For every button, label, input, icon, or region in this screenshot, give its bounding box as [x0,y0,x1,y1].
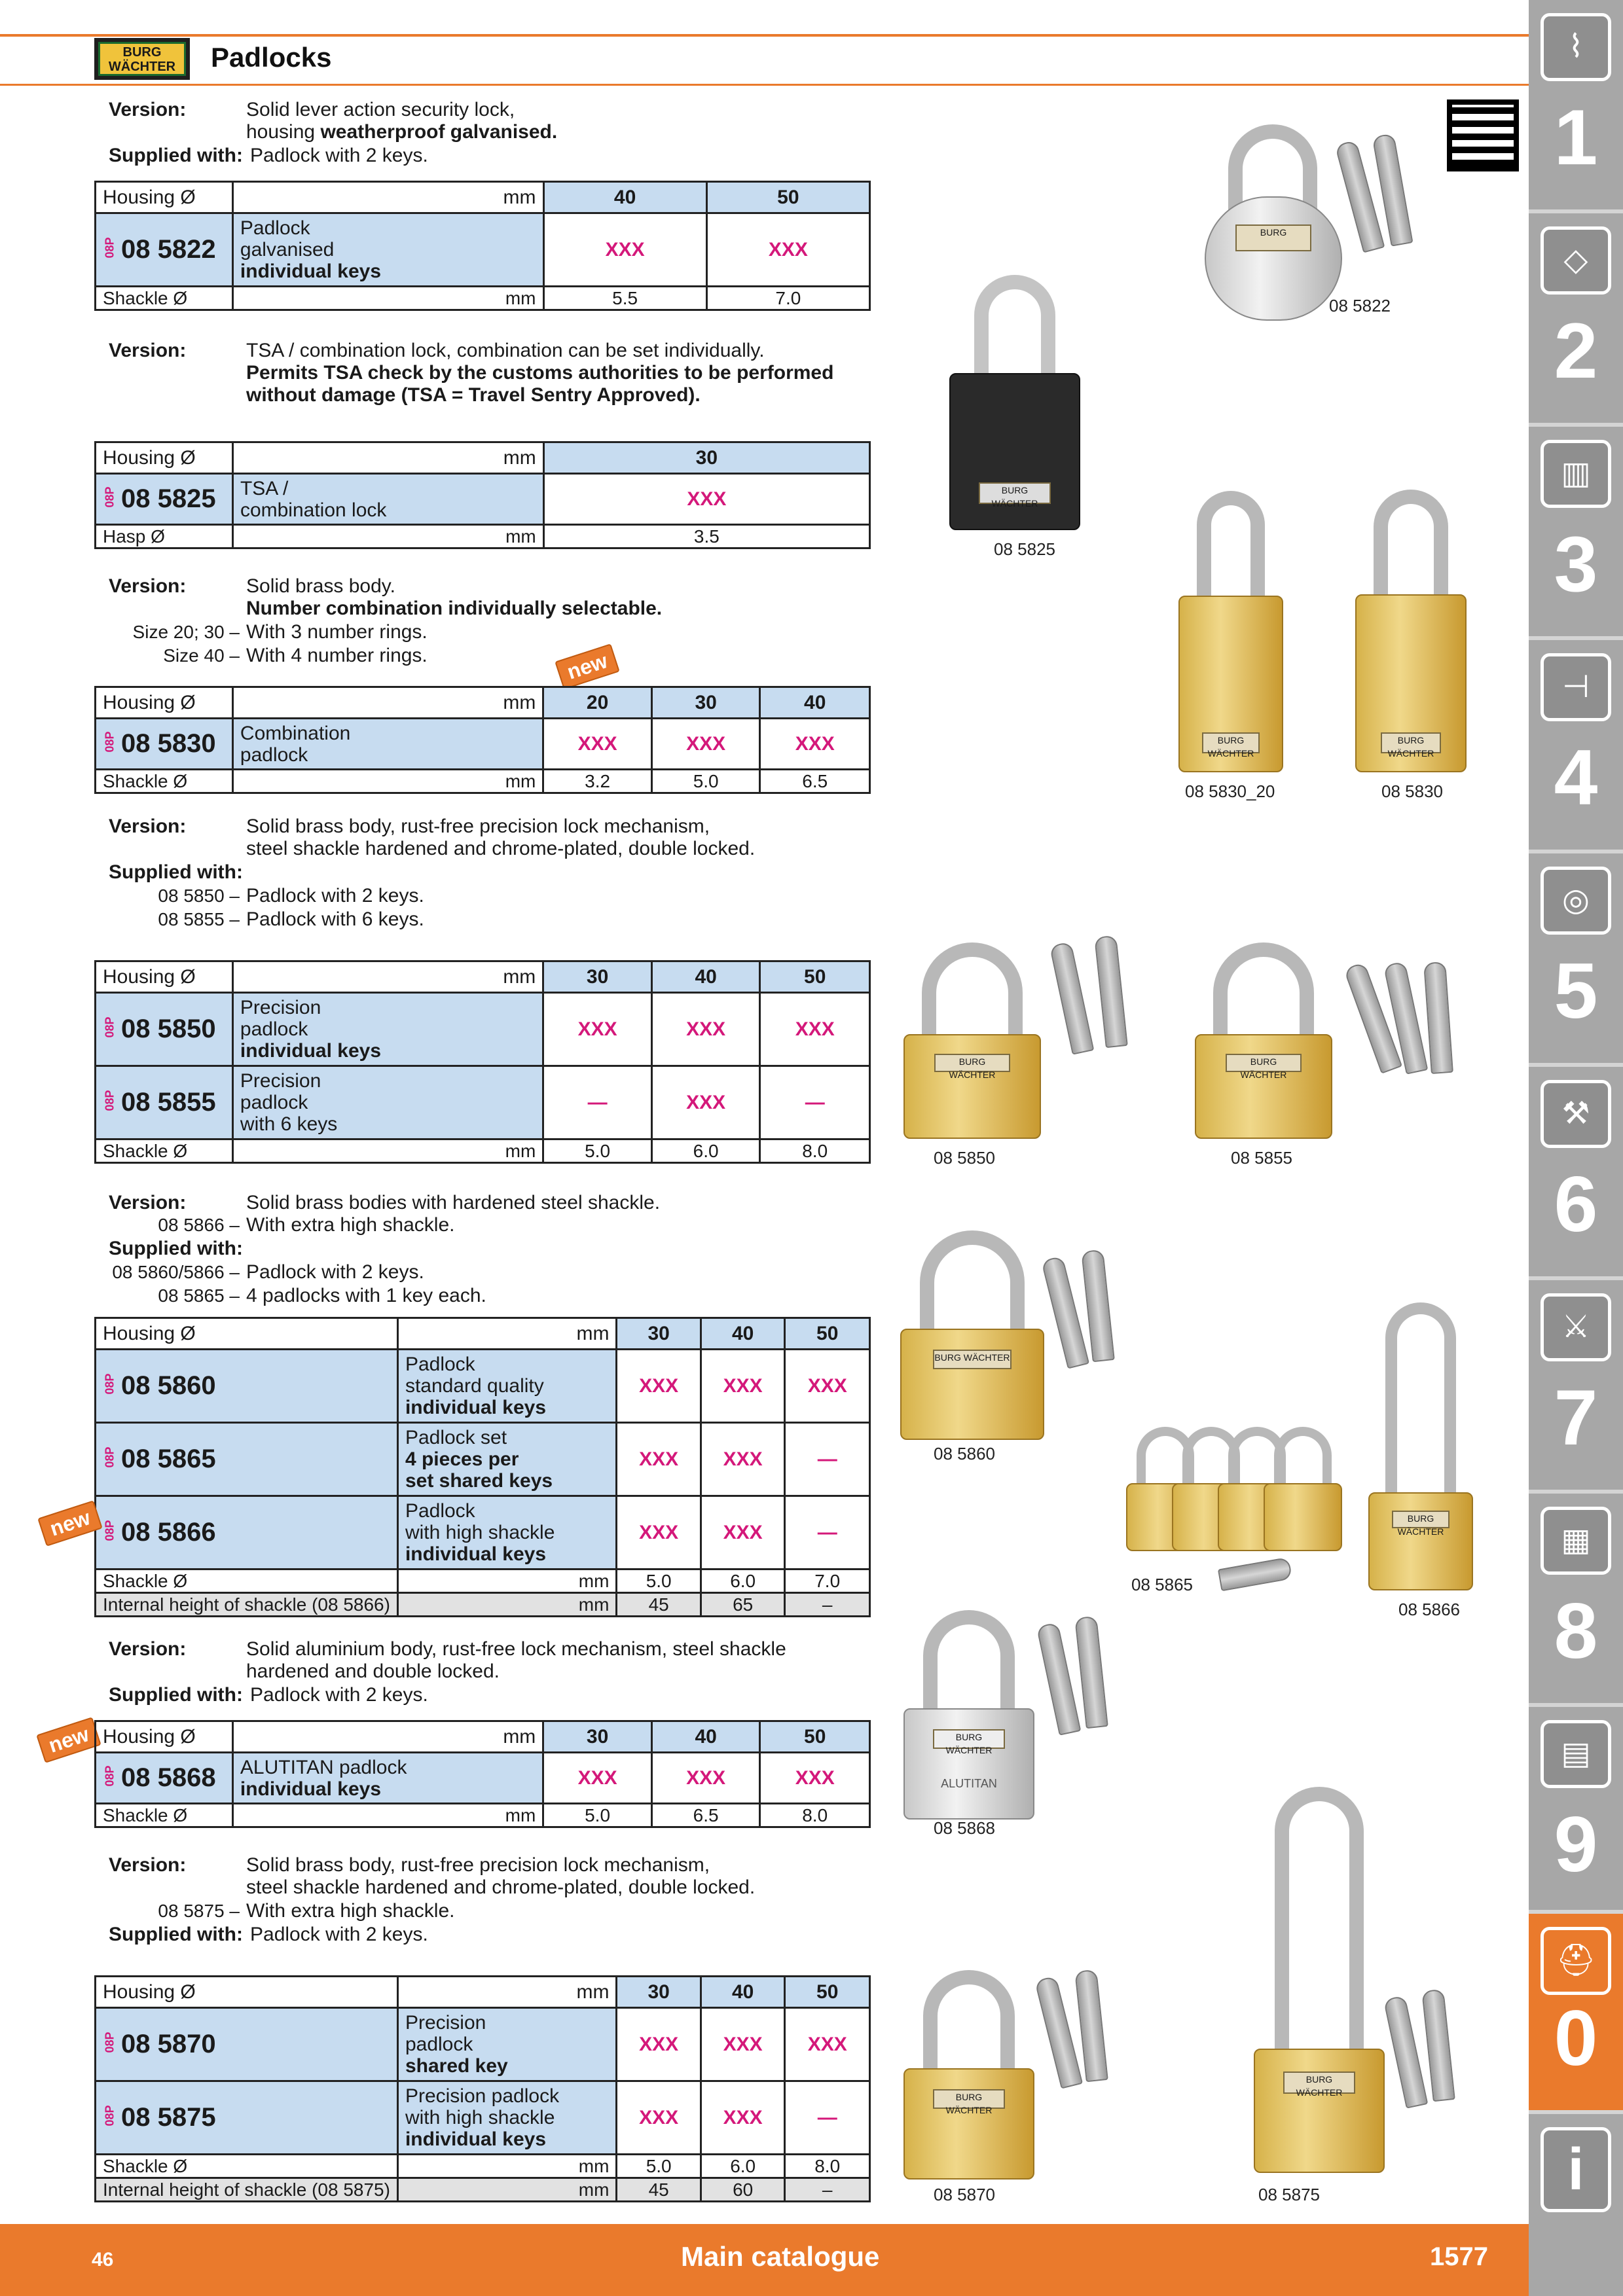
pliers-hammer-icon: ⚔ [1541,1293,1611,1361]
table-row[interactable]: 08P 08 5865 Padlock set 4 pieces per set shared keys XXX XXX — [96,1423,870,1496]
table-row[interactable]: 08P 08 5875 Precision padlock with high shackle individual keys XXX XXX — [96,2081,870,2155]
product-image-08-5870: BURG WÄCHTER [903,1970,1034,2179]
image-caption: 08 5860 [934,1444,995,1463]
key-image [1218,1557,1292,1592]
catalogue-page-number: 1577 [1430,2242,1488,2271]
image-caption: 08 5830_20 [1185,781,1275,801]
key-image [1094,935,1128,1049]
price-cell: XXX [785,1350,870,1423]
key-image [1074,1969,1108,2083]
key-image [1034,1975,1083,2089]
key-image [1421,1989,1455,2102]
price-cell: XXX [543,474,869,525]
chuck-icon: ▥ [1541,440,1611,508]
price-cell: XXX [543,1753,652,1804]
chapter-tab-0[interactable]: ⛑ 0 [1529,1914,1623,2110]
price-cell: XXX [543,213,706,287]
article-number: 08 5866 [121,1518,216,1547]
product-image-08-5825: BURG WÄCHTER [949,275,1080,530]
new-badge: new [555,643,620,690]
price-cell: XXX [617,2008,701,2081]
logo-text: BURG WÄCHTER [98,42,186,76]
product-image-08-5822: BURG [1205,124,1342,321]
table-row[interactable]: 08P 08 5855 Precision padlock with 6 keys — XXX — [96,1066,870,1139]
chapter-tab-8[interactable]: ▦ 8 [1529,1494,1623,1703]
table-row[interactable]: 08P 08 5830 Combination padlock XXX XXX XXX [96,719,870,770]
burg-waechter-logo [94,38,190,80]
chapter-tab-1[interactable]: ⌇ 1 [1529,0,1623,209]
table-row[interactable]: 08P 08 5822 Padlock galvanised individual keys XXX XXX [96,213,870,287]
article-number: 08 5868 [121,1763,216,1792]
table-row[interactable]: 08P 08 5868 ALUTITAN padlock individual keys XXX XXX XXX [96,1753,870,1804]
image-caption: 08 5830 [1381,781,1443,801]
page-number: 46 [92,2249,114,2270]
new-badge: new [36,1717,101,1763]
key-image [1383,1995,1429,2108]
image-caption: 08 5825 [994,539,1055,559]
price-cell: — [543,1066,652,1139]
caliper-icon: ⊣ [1541,653,1611,721]
image-caption: 08 5855 [1231,1148,1292,1168]
price-cell: XXX [543,993,652,1066]
price-cell: XXX [760,1753,870,1804]
product-image-08-5868: BURG WÄCHTER ALUTITAN [903,1610,1034,1820]
price-cell: XXX [701,1423,784,1496]
product-image-08-5830: BURG WÄCHTER [1355,490,1467,772]
chapter-tab-7[interactable]: ⚔ 7 [1529,1280,1623,1490]
image-caption: 08 5875 [1258,2185,1320,2204]
spec-table-08-5825: Housing Ø mm 30 08P 08 5825 TSA / combination lock XXX Hasp Ø mm 3.5 [94,441,871,549]
price-cell: — [785,2081,870,2155]
key-image [1423,961,1453,1074]
key-image [1074,1616,1108,1729]
price-cell: XXX [701,1496,784,1570]
price-cell: XXX [760,993,870,1066]
image-caption: 08 5822 [1329,296,1391,315]
product-image-08-5830-20: BURG WÄCHTER [1178,491,1283,772]
chapter-tab-3[interactable]: ▥ 3 [1529,427,1623,636]
grinding-disc-icon: ◎ [1541,867,1611,935]
article-number: 08 5860 [121,1371,216,1400]
chapter-tab-5[interactable]: ◎ 5 [1529,853,1623,1063]
header-rule [0,84,1529,86]
key-image [1049,941,1095,1054]
table-row[interactable]: 08P 08 5850 Precision padlock individual keys XXX XXX XXX [96,993,870,1066]
chapter-tab-info[interactable] [1529,2114,1623,2296]
article-number: 08 5870 [121,2030,216,2058]
price-cell: XXX [617,2081,701,2155]
info-icon: i [1541,2127,1611,2212]
article-number: 08 5822 [121,235,216,264]
spec-table-08-5822: Housing Ø mm 40 50 08P 08 5822 Padlock galvanised individual keys XXX XXX Shackle Ø mm 5.5 7.0 [94,181,871,311]
price-cell: — [785,1423,870,1496]
price-cell: XXX [651,1753,760,1804]
price-cell: — [785,1496,870,1570]
image-caption: 08 5850 [934,1148,995,1168]
key-image [1081,1249,1115,1363]
qr-code[interactable] [1447,99,1519,171]
chapter-tab-2[interactable]: ◇ 2 [1529,213,1623,423]
price-cell: — [760,1066,870,1139]
new-badge: new [37,1500,103,1547]
price-cell: XXX [617,1350,701,1423]
workbench-icon: ▦ [1541,1507,1611,1575]
spec-table-08-5830: Housing Ø mm 20 30 40 08P 08 5830 Combination padlock XXX XXX XXX Shackle Ø mm 3.2 5.0 6.5 [94,686,871,794]
article-number: 08 5855 [121,1088,216,1117]
article-number: 08 5830 [121,729,216,758]
page-title: Padlocks [211,42,332,73]
price-cell: XXX [701,1350,784,1423]
spec-table-08-5868: Housing Ø mm 30 40 50 08P 08 5868 ALUTITAN padlock individual keys XXX XXX XXX Shackle Ø mm 5.0 6.5 8.0 [94,1720,871,1828]
chapter-tab-9[interactable]: ▤ 9 [1529,1707,1623,1916]
table-row[interactable]: 08P 08 5866 Padlock with high shackle individual keys XXX XXX — [96,1496,870,1570]
price-cell: XXX [651,993,760,1066]
article-number: 08 5865 [121,1444,216,1473]
product-image-08-5875: BURG WÄCHTER [1254,1787,1385,2173]
article-number: 08 5850 [121,1014,216,1043]
chapter-tab-4[interactable]: ⊣ 4 [1529,640,1623,850]
table-row[interactable]: 08P 08 5825 TSA / combination lock XXX [96,474,870,525]
table-row[interactable]: 08P 08 5870 Precision padlock shared key XXX XXX XXX [96,2008,870,2081]
footer-title: Main catalogue [681,2241,880,2272]
price-cell: XXX [617,1496,701,1570]
article-number: 08 5825 [121,484,216,513]
table-row[interactable]: 08P 08 5860 Padlock standard quality individual keys XXX XXX XXX [96,1350,870,1423]
price-cell: XXX [706,213,869,287]
price-cell: XXX [785,2008,870,2081]
spec-table-08-5850: Housing Ø mm 30 40 50 08P 08 5850 Precision padlock individual keys XXX XXX XXX 08P 08 5855 Precision padlock with 6 keys — XXX — Shackle Ø mm 5.0 6.0 8.0 [94,960,871,1164]
wrench-screwdriver-icon: ⚒ [1541,1080,1611,1148]
drill-bit-icon: ⌇ [1541,13,1611,81]
price-cell: XXX [543,719,652,770]
price-cell: XXX [651,719,760,770]
cutting-insert-icon: ◇ [1541,226,1611,295]
catalogue-page: BURG WÄCHTER Padlocks ⌇ 1 ◇ 2 ▥ 3 ⊣ 4 ◎ 5 ⚒ 6 ⚔ 7 ▦ 8 ▤ 9 ⛑ 0 i Version: Solid lever action security lock, housing weatherproof galvanised. Supplied with: Padlock with 2 keys. Housing Ø mm 40 50 08P 08 5822 Padlock galvanised individual keys XXX XXX Shackle Ø mm 5.5 7.0 Version: TSA / combination lock, combination can be set individually. Permits TSA check by the customs authorities to be performed without damage (TSA = Travel Sentry Approved). Housing Ø mm 30 08P 08 5825 TSA / combination lock XXX Hasp Ø mm 3.5 Version: Solid brass body. Number combination individually selectable. Size 20; 30 – With 3 number rings. Size 40 – With 4 number rings. new Housing Ø mm 20 30 40 08P 08 5830 Combination padlock XXX XXX XXX Shackle Ø mm 3.2 5.0 6.5 Version: Solid brass body, rust-free precision lock mechanism, steel shackle hardened and chrome-plated, double locked. Supplied with: 08 5850 – Padlock with 2 keys. 08 5855 – Padlock with 6 keys. Housing Ø mm 30 40 50 08P 08 5850 Precision padlock individual keys XXX XXX XXX 08P 08 5855 Precision padlock with 6 keys — XXX — Shackle Ø mm 5.0 6.0 8.0 Version: Solid brass bodies with hardened steel shackle. 08 5866 – With extra high shackle. Supplied with: 08 5860/5866 – Padlock with 2 keys. 08 5865 – 4 padlocks with 1 key each. Housing Ø mm 30 40 50 08P 08 5860 Padlock standard quality individual keys XXX XXX XXX 08P 08 5865 Padlock set 4 pieces per set shared keys XXX XXX — 08P 08 5866 Padlock with high shackle individual keys XXX XXX — Shackle Ø mm 5.0 6.0 7.0 Internal height of shackle (08 5866) mm 45 65 – new Version: Solid aluminium body, rust-free lock mechanism, steel shackle hardened and double locked. Supplied with: Padlock with 2 keys. new Housing Ø mm 30 40 50 08P 08 5868 ALUTITAN padlock individual keys XXX XXX XXX Shackle Ø mm 5.0 6.5 8.0 Version: Solid brass body, rust-free precision lock mechanism, steel shackle hardened and chrome-plated, double locked. 08 5875 – With extra high shackle. Supplied with: Padlock with 2 keys. Housing Ø mm 30 40 50 08P 08 5870 Precision padlock shared key XXX XXX XXX 08P 08 5875 Precision padlock with high shackle individual keys XXX XXX — Shackle Ø mm 5.0 6.0 8.0 Internal height of shackle (08 5875) mm 45 60 – BURG 08 5822 BURG WÄCHTER 08 5825 BURG WÄCHTER BURG WÄCHTER 08 5830_20 08 5830 BURG WÄCHTER 08 5850 BURG WÄCHTER 08 5855 BURG WÄCHTER 08 5860 08 5865 BURG WÄCHTER 08 5866 BURG WÄCHTER ALUTITAN 08 5868 BURG WÄCHTER 08 5870 BURG WÄCHTER 08 5875 46 Main catalogue 1577 [0,0,1623,2296]
key-image [1036,1622,1082,1735]
image-caption: 08 5868 [934,1818,995,1838]
key-image [1041,1255,1089,1369]
chapter-tab-6[interactable]: ⚒ 6 [1529,1067,1623,1276]
top-rule [0,34,1529,37]
spec-table-08-5870: Housing Ø mm 30 40 50 08P 08 5870 Precision padlock shared key XXX XXX XXX 08P 08 5875 Precision padlock with high shackle individual keys XXX XXX — Shackle Ø mm 5.0 6.0 8.0 Internal height of shackle (08 5875) mm 45 60 – [94,1975,871,2202]
tool-cabinet-icon: ▤ [1541,1720,1611,1788]
product-image-08-5855: BURG WÄCHTER [1195,942,1332,1139]
price-cell: XXX [760,719,870,770]
product-image-08-5866: BURG WÄCHTER [1368,1302,1473,1597]
image-caption: 08 5866 [1398,1600,1460,1619]
article-number: 08 5875 [121,2103,216,2132]
product-image-08-5860: BURG WÄCHTER [900,1230,1044,1440]
price-cell: XXX [701,2081,784,2155]
price-cell: XXX [617,1423,701,1496]
product-image-08-5850: BURG WÄCHTER [903,942,1041,1139]
price-cell: XXX [701,2008,784,2081]
image-caption: 08 5865 [1131,1575,1193,1594]
spec-table-08-5860: Housing Ø mm 30 40 50 08P 08 5860 Padlock standard quality individual keys XXX XXX XXX 08P 08 5865 Padlock set 4 pieces per set shared keys XXX XXX — 08P 08 5866 Padlock with high shackle individual keys XXX XXX — Shackle Ø mm 5.0 6.0 7.0 Internal height of shackle (08 5866) mm 45 65 – [94,1317,871,1617]
safety-gear-icon: ⛑ [1541,1927,1611,1995]
image-caption: 08 5870 [934,2185,995,2204]
price-cell: XXX [651,1066,760,1139]
